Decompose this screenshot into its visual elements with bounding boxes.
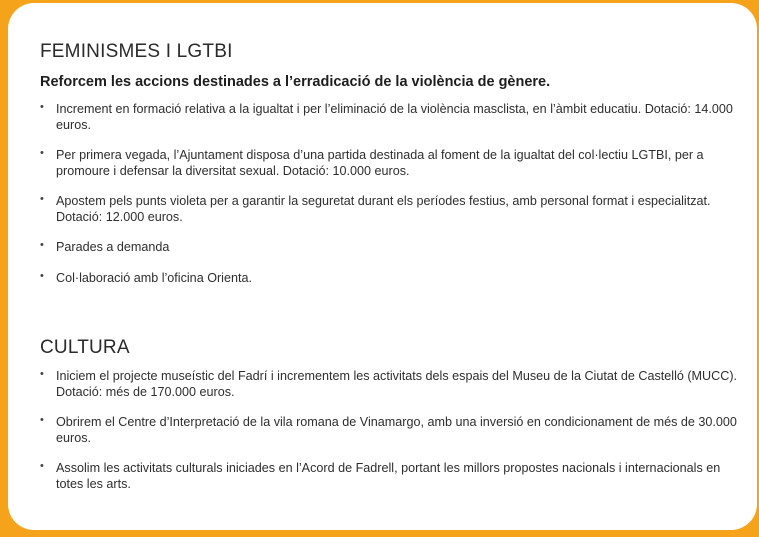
list-item: • Iniciem el projecte museístic del Fadrí i incrementem les activitats dels espais del Museu de la Ciutat de Castelló (MUCC). Dotació: més de 170.000 euros.: [40, 369, 740, 400]
list-item: • Increment en formació relativa a la igualtat i per l’eliminació de la violència masclista, en l’àmbit educatiu. Dotació: 14.000 euros.: [40, 102, 740, 133]
section-title: CULTURA: [40, 337, 130, 358]
document-page: [8, 3, 757, 530]
section-title: FEMINISMES I LGTBI: [40, 41, 233, 62]
list-item: • Assolim les activitats culturals iniciades en l’Acord de Fadrell, portant les millors propostes nacionals i internacionals en totes les arts.: [40, 461, 740, 492]
list-item: • Col·laboració amb l’oficina Orienta.: [40, 271, 740, 287]
section-cultura: [40, 337, 740, 507]
list-item: • Obrirem el Centre d’Interpretació de la vila romana de Vinamargo, amb una inversió en condicionament de més de 30.000 euros.: [40, 415, 740, 446]
section-subtitle: Reforcem les accions destinades a l’erradicació de la violència de gènere.: [40, 74, 551, 90]
list-item: • Parades a demanda: [40, 240, 740, 256]
bullet-list: [40, 369, 740, 492]
list-item: • Per primera vegada, l’Ajuntament disposa d’una partida destinada al foment de la igualtat del col·lectiu LGTBI, per a promoure i defensar la diversitat sexual. Dotació: 10.000 euros.: [40, 148, 740, 179]
bullet-list: [40, 102, 740, 286]
section-feminismes-lgtbi: [40, 41, 740, 301]
list-item: • Apostem pels punts violeta per a garantir la seguretat durant els períodes festius, amb personal format i especialitzat. Dotació: 12.000 euros.: [40, 194, 740, 225]
